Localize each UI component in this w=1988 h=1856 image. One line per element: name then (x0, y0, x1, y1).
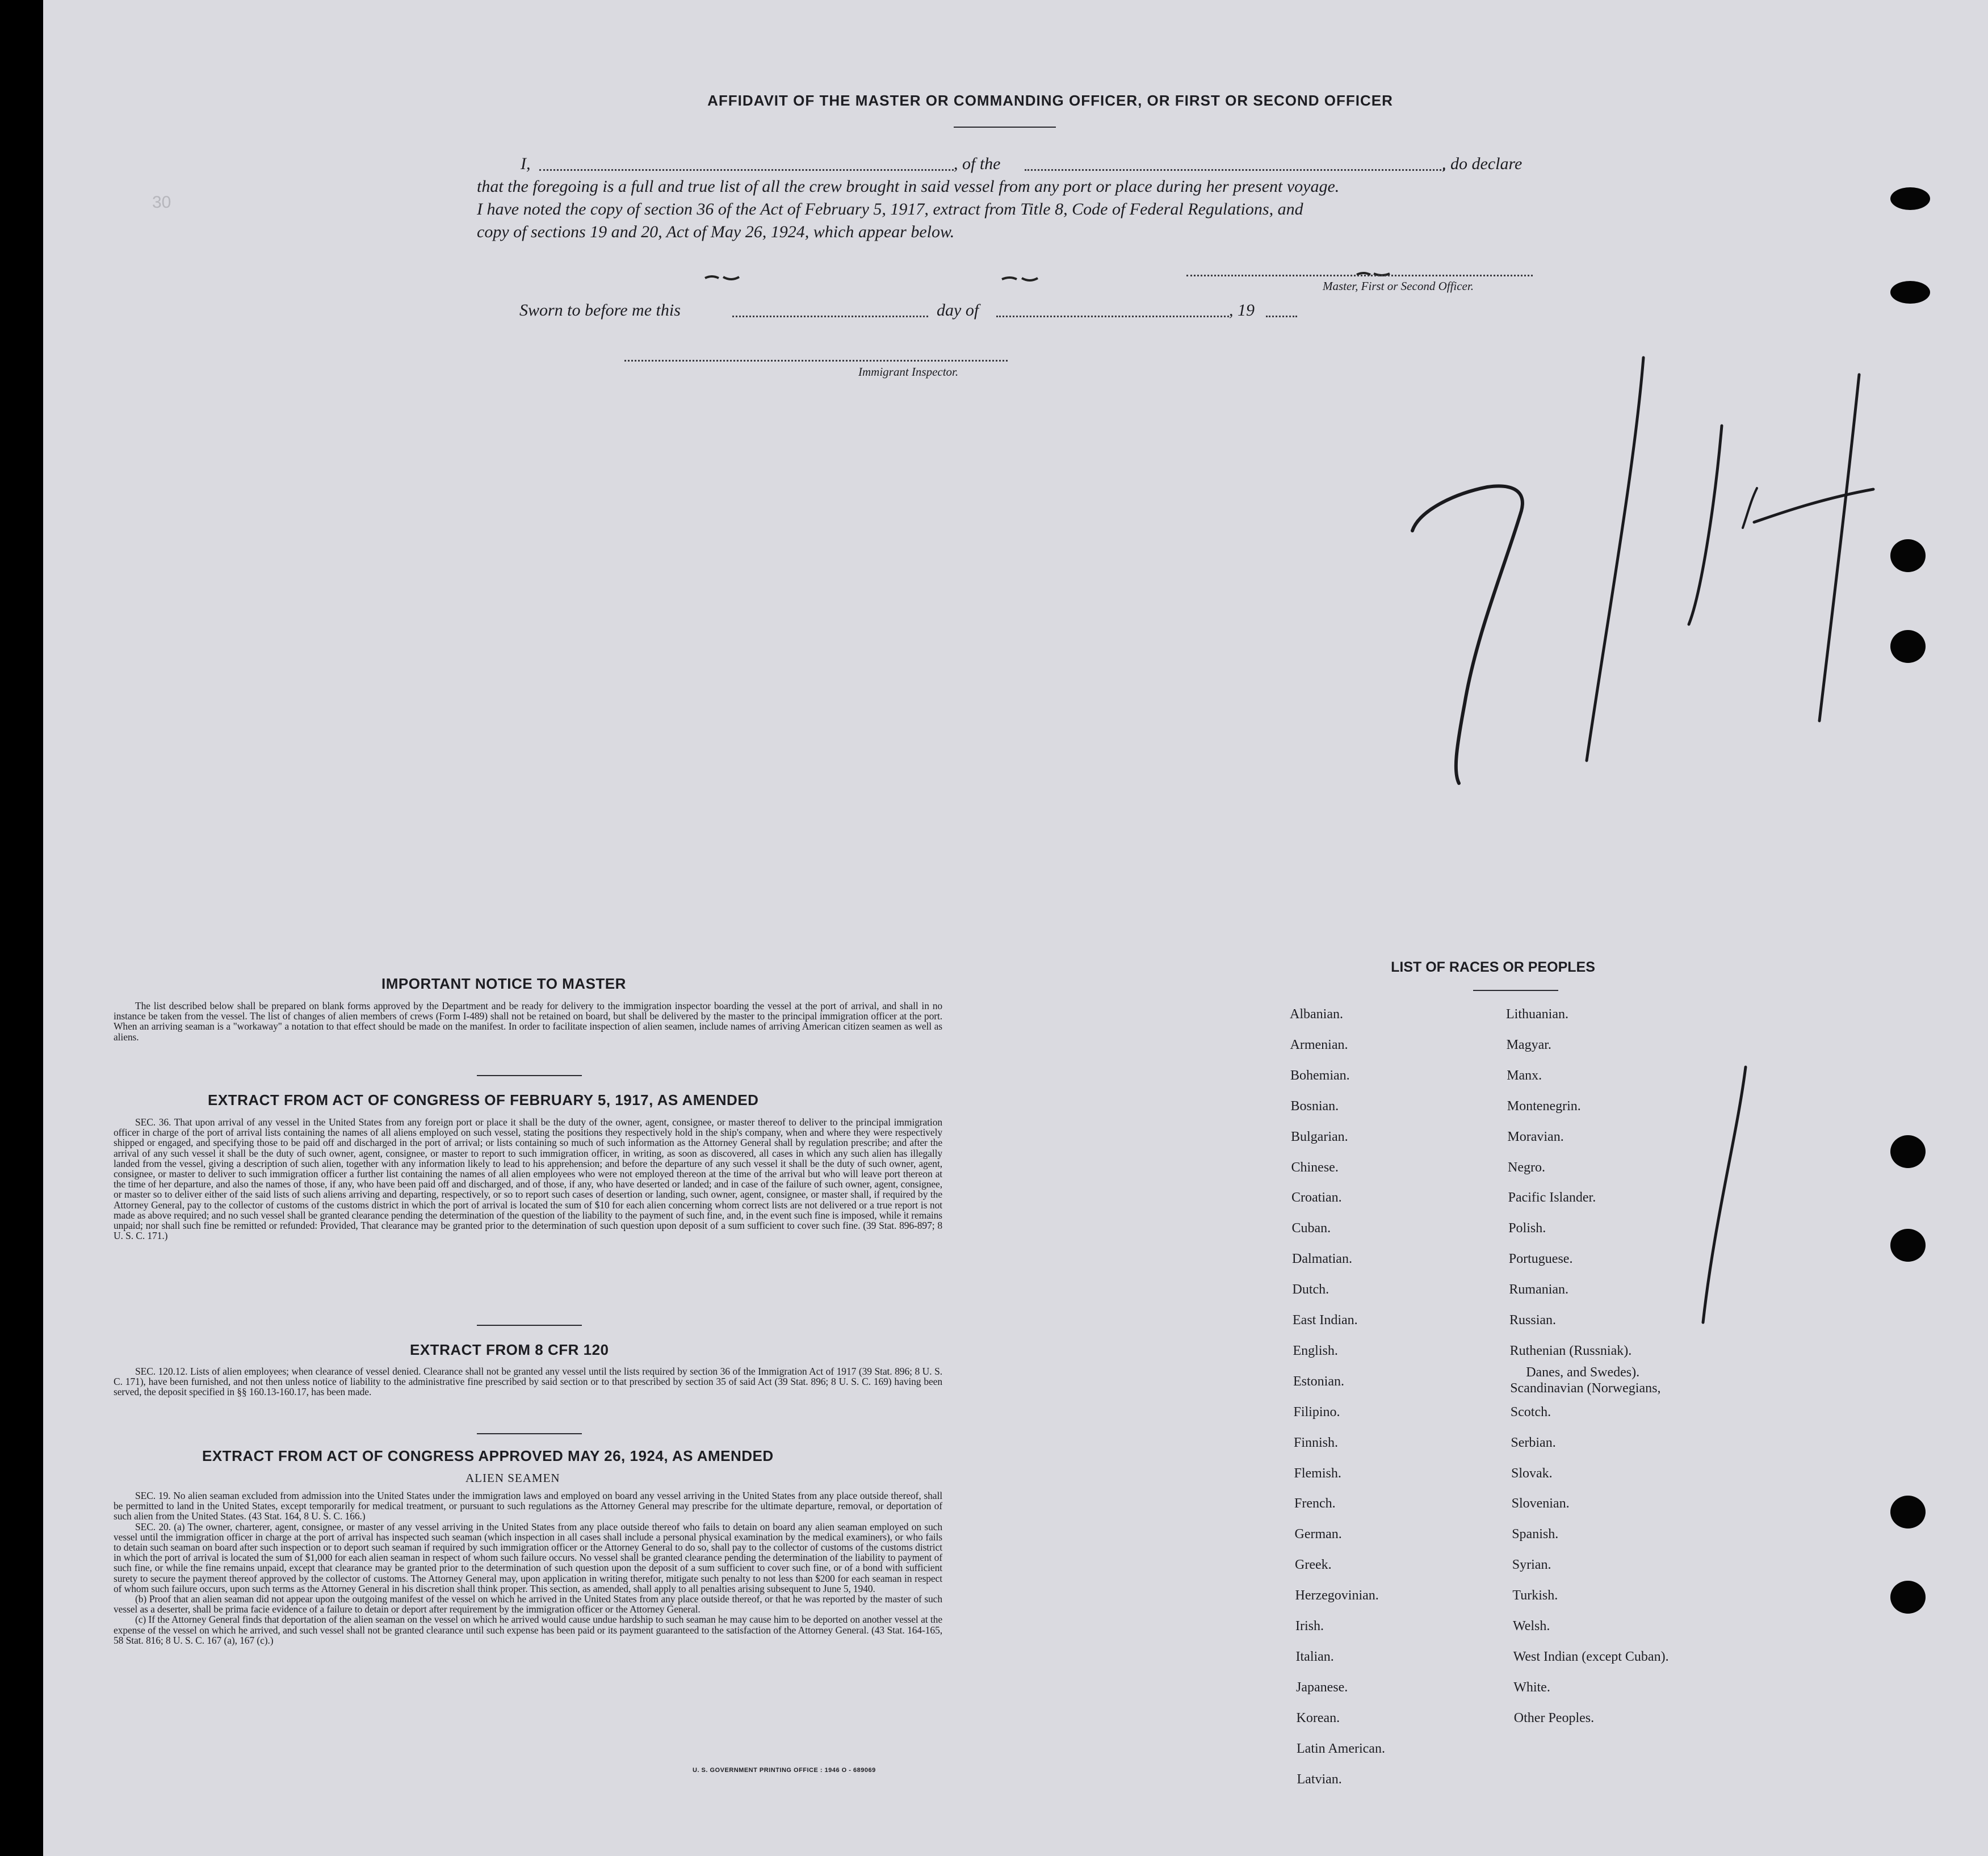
race-item: Montenegrin. (1507, 1098, 1581, 1114)
race-item: Portuguese. (1508, 1252, 1573, 1267)
punch-hole (1890, 1229, 1926, 1262)
race-item: Finnish. (1294, 1435, 1339, 1450)
punch-hole (1890, 630, 1926, 663)
extract-cfr-body (114, 1366, 942, 1397)
alien-seamen-subtitle: ALIEN SEAMEN (465, 1471, 560, 1485)
race-item: Estonian. (1293, 1374, 1344, 1389)
race-item: Spanish. (1512, 1527, 1559, 1542)
race-item: Cuban. (1291, 1221, 1331, 1236)
punch-hole (1890, 539, 1926, 572)
race-item: Armenian. (1290, 1037, 1348, 1052)
race-item: Lithuanian. (1506, 1007, 1568, 1022)
sec20a-paragraph: SEC. 20. (a) The owner, charterer, agent, consignee, or master of any vessel arriving in the United States from any place outside thereof who fails to detain on board any alien seaman employed on such vessel until the immigration officer in charge at the port of arrival has inspected such seaman (which inspection in all cases shall include a personal physical examination by the medical examiners), or who fails to detain such seaman on board after such inspection or to deport such seaman if required by such immigration officer or the Attorney General to do so, shall pay to the collector of customs of the customs district in which the port of arrival is located the sum of $1,000 for each alien seaman in respect of whom such failure occurs. No vessel shall be granted clearance pending the determination of the liability to payment of such fine, or while the fine remains unpaid, except that clearance may be granted prior to the determination of such question upon the deposit of a sum sufficient to cover such fine, or of a bond with sufficient surety to secure the payment thereof approved by the collector of customs. The Attorney General may, upon application in writing therefor, mitigate such penalty to not less than $200 for each seaman in respect of whom such failure occurs, upon such terms as the Attorney General in his discretion shall think proper. This section, as amended, shall apply to all penalties arising subsequent to June 5, 1940. (114, 1521, 942, 1594)
race-item: Other Peoples. (1513, 1710, 1595, 1725)
race-item: Manx. (1507, 1068, 1542, 1083)
race-item: Irish. (1295, 1619, 1324, 1634)
extract-1917-divider (477, 1325, 582, 1326)
punch-hole (1890, 187, 1930, 210)
race-item: Filipino. (1293, 1404, 1340, 1420)
race-item: Chinese. (1291, 1160, 1339, 1175)
handwritten-vertical-mark (1703, 1067, 1746, 1322)
notice-paragraph: The list described below shall be prepared on blank forms approved by the Department and be ready for delivery to the immigration inspector boarding the vessel at the port of arrival, and shall in no instance be taken from the vessel. The list of changes of alien members of crews (Form I-489) shall not be retained on board, but shall be delivered by the master to the principal immigration officer at the port. When an arriving seaman is a "workaway" a notation to that effect should be made on the manifest. In order to facilitate inspection of alien seamen, include names of arriving American citizen seamen as well as aliens. (114, 1000, 942, 1043)
race-item: Pacific Islander. (1508, 1190, 1596, 1206)
race-item: Serbian. (1511, 1435, 1556, 1450)
race-item: Welsh. (1513, 1619, 1550, 1634)
year-prefix: , 19 (1229, 301, 1255, 320)
race-item: Scandinavian (Norwegians, (1510, 1380, 1661, 1396)
race-item: Albanian. (1290, 1007, 1343, 1022)
race-item: Greek. (1295, 1557, 1332, 1573)
race-item: Bosnian. (1290, 1098, 1339, 1114)
handwritten-714-image (1412, 358, 1873, 783)
punch-hole (1890, 1135, 1926, 1168)
extract-1924-title: EXTRACT FROM ACT OF CONGRESS APPROVED MAY 26, 1924, AS AMENDED (202, 1447, 774, 1464)
race-item: English. (1293, 1343, 1338, 1358)
sec20c-paragraph: (c) If the Attorney General finds that deportation of the alien seaman on the vessel on which he arrived would cause undue hardship to such seaman he may cause him to be deported on another vessel at the expense of the vessel on which he arrived, and such vessel shall not be granted clearance until such expense has been paid or its payment guaranteed to the satisfaction of the Attorney General. (43 Stat. 164-165, 58 Stat. 816; 8 U. S. C. 167 (a), 167 (c).) (114, 1614, 942, 1646)
race-item: Turkish. (1512, 1588, 1558, 1603)
race-item: Rumanian. (1509, 1282, 1569, 1297)
race-item: Negro. (1508, 1160, 1545, 1175)
notice-body (114, 1001, 942, 1042)
sec20b-paragraph: (b) Proof that an alien seaman did not appear upon the outgoing manifest of the vessel on which he arrived in the United States from any place outside thereof, or that he was reported by the master of such vessel as a deserter, shall be prima facie evidence of a failure to detain or deport after requirement by the immigration officer or the Attorney General. (114, 1593, 942, 1615)
inspector-label: Immigrant Inspector. (858, 365, 959, 379)
race-item: Russian. (1509, 1313, 1557, 1328)
sworn-text: Sworn to before me this (519, 301, 681, 320)
affidavit-declare: , do declare (1442, 154, 1523, 173)
notice-divider (477, 1075, 582, 1076)
race-item: Ruthenian (Russniak). (1509, 1343, 1632, 1358)
faint-stamp-number: 30 (152, 193, 171, 212)
races-divider (1473, 990, 1558, 991)
race-item: Slovak. (1511, 1466, 1553, 1481)
race-item: French. (1294, 1496, 1336, 1511)
extract-cfr-divider (477, 1433, 582, 1434)
race-item: Herzegovinian. (1295, 1588, 1379, 1603)
race-item: Latvian. (1297, 1771, 1342, 1787)
race-item: Moravian. (1507, 1129, 1564, 1144)
gpo-imprint: U. S. GOVERNMENT PRINTING OFFICE : 1946 O - 689069 (693, 1767, 876, 1774)
sec120-paragraph: SEC. 120.12. Lists of alien employees; when clearance of vessel denied. Clearance shall not be granted any vessel until the lists required by section 36 of the Immigration Act of 1917 (39 Stat. 896; 8 U. S. C. 171), have been furnished, and not then unless notice of liability to the administrative fine prescribed by said section or to that prescribed by section 35 of said Act (39 Stat. 896; 8 U. S. C. 169) having been served, the deposit specified in §§ 160.13-160.17, has been made. (114, 1366, 942, 1398)
races-title: LIST OF RACES OR PEOPLES (1391, 959, 1595, 975)
notice-title: IMPORTANT NOTICE TO MASTER (381, 975, 626, 992)
race-item: Latin American. (1297, 1741, 1385, 1756)
affidavit-line3: I have noted the copy of section 36 of the Act of February 5, 1917, extract from Title 8, Code of Federal Regulations, and (477, 200, 1303, 219)
extract-cfr-title: EXTRACT FROM 8 CFR 120 (410, 1341, 609, 1358)
punch-hole (1890, 281, 1930, 304)
affidavit-line2: that the foregoing is a full and true list of all the crew brought in said vessel from any port or place during her present voyage. (477, 177, 1340, 196)
race-item: Bulgarian. (1291, 1129, 1348, 1144)
affidavit-line4: copy of sections 19 and 20, Act of May 26, 1924, which appear below. (477, 222, 955, 241)
race-item: Japanese. (1296, 1679, 1348, 1695)
race-item: Slovenian. (1511, 1496, 1570, 1511)
race-item: Flemish. (1294, 1466, 1341, 1481)
race-item: Danes, and Swedes). (1526, 1364, 1640, 1380)
race-item: East Indian. (1293, 1313, 1358, 1328)
race-item: Magyar. (1506, 1037, 1551, 1052)
race-item: Dutch. (1292, 1282, 1329, 1297)
race-item: Polish. (1508, 1221, 1546, 1236)
day-of-text: day of (937, 301, 979, 320)
race-item: Syrian. (1512, 1557, 1551, 1573)
race-item: Italian. (1295, 1649, 1334, 1664)
affidavit-of-the: , of the (954, 154, 1001, 173)
race-item: German. (1294, 1527, 1342, 1542)
sec36-paragraph: SEC. 36. That upon arrival of any vessel in the United States from any foreign port or place it shall be the duty of the owner, agent, consignee, or master thereof to deliver to the principal immigration officer in charge of the port of arrival lists containing the names of all aliens employed on such vessel, stating the positions they respectively hold in the ship's company, when and where they were respectively shipped or engaged, and specifying those to be paid off and discharged in the port of arrival; or lists containing so much of such information as the Attorney General shall by regulation prescribe; and after the arrival of any such vessel it shall be the duty of such owner, agent, consignee, or master to report to such immigration officer, in writing, as soon as discovered, all cases in which any such alien has illegally landed from the vessel, giving a description of such alien, together with any information likely to lead to his apprehension; and before the departure of any such vessel it shall be the duty of such owner, agent, consignee, or master to deliver to such immigration officer a further list containing the names of all alien employees who were not employed thereon at the time of the arrival but who will leave port thereon at the time of her departure, and also the names of those, if any, who have been paid off and discharged, and of those, if any, who have deserted or landed; and in case of the failure of such owner, agent, consignee, or master so to deliver either of the said lists of such aliens arriving and departing, respectively, or so to report such cases of desertion or landing, such owner, agent, consignee, or master shall, if required by the Attorney General, pay to the collector of customs of the customs district in which the port of arrival is located the sum of $10 for each alien concerning whom correct lists are not delivered or a true report is not made as above required; and no such vessel shall be granted clearance pending the determination of the question of the liability to the payment of such fine, and, in the event such fine is imposed, while it remains unpaid; nor shall such fine be remitted or refunded: Provided, That clearance may be granted prior to the determination of such question upon deposit of a sum sufficient to cover such fine. (39 Stat. 896-897; 8 U. S. C. 171.) (114, 1116, 942, 1242)
extract-1917-title: EXTRACT FROM ACT OF CONGRESS OF FEBRUARY 5, 1917, AS AMENDED (208, 1091, 759, 1108)
race-item: White. (1513, 1679, 1550, 1695)
race-item: West Indian (except Cuban). (1513, 1649, 1669, 1664)
affidavit-i: I, (521, 154, 531, 173)
punch-hole (1890, 1496, 1926, 1529)
race-item: Korean. (1296, 1710, 1340, 1725)
affidavit-title: AFFIDAVIT OF THE MASTER OR COMMANDING OFFICER, OR FIRST OR SECOND OFFICER (707, 92, 1393, 109)
punch-hole (1890, 1581, 1926, 1614)
race-item: Bohemian. (1290, 1068, 1350, 1083)
race-item: Dalmatian. (1292, 1252, 1352, 1267)
master-label: Master, First or Second Officer. (1323, 279, 1474, 293)
race-item: Scotch. (1510, 1404, 1551, 1420)
race-item: Croatian. (1291, 1190, 1342, 1206)
extract-1917-body (114, 1117, 942, 1241)
sec19-paragraph: SEC. 19. No alien seaman excluded from admission into the United States under the immigration laws and employed on board any vessel arriving in the United States from any place outside thereof, shall be permitted to land in the United States, except temporarily for medical treatment, or pursuant to such regulations as the Attorney General may prescribe for the ultimate departure, removal, or deportation of such alien from the United States. (43 Stat. 164, 8 U. S. C. 166.) (114, 1490, 942, 1522)
extract-1924-body (114, 1490, 942, 1645)
